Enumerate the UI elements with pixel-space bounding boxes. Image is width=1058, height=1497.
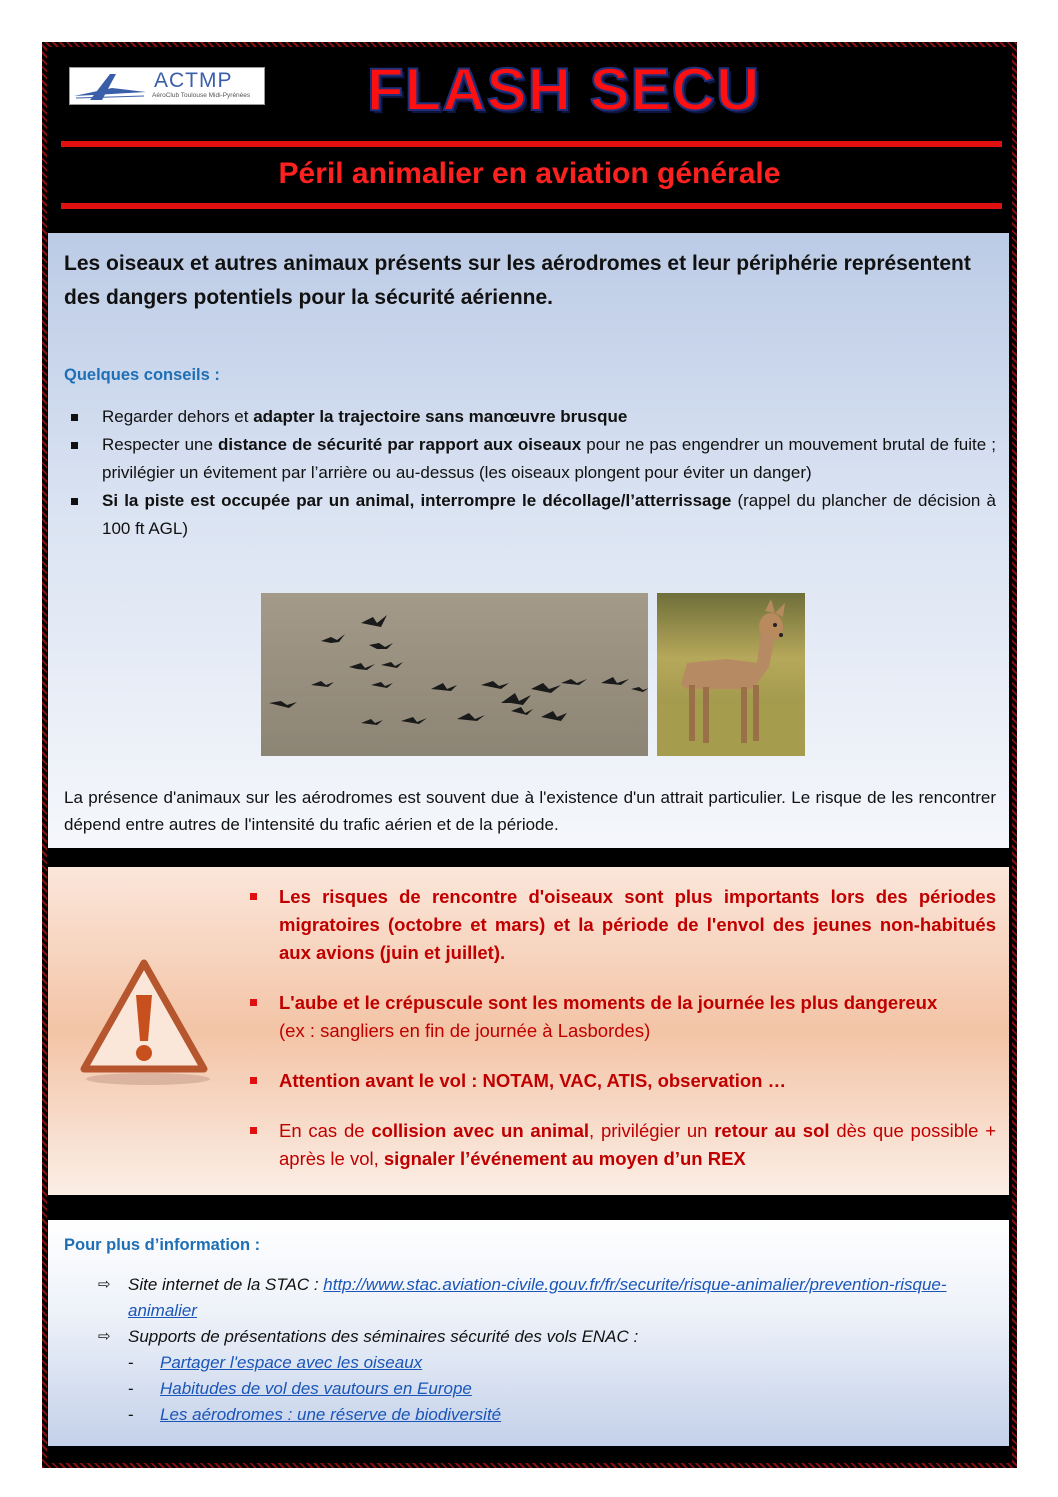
risk-bold: collision avec un animal [371,1120,590,1141]
risk-text: , privilégier un [589,1120,715,1141]
advice-item [64,487,996,543]
advice-text: Regarder dehors et [102,407,254,426]
red-divider-bottom [61,203,1002,209]
stac-link[interactable]: http://www.stac.aviation-civile.gouv.fr/fr/securite/risque-animalier/prevention-risque-animalier [128,1275,947,1320]
dash-icon: - [128,1353,134,1372]
dash-icon: - [128,1405,134,1424]
advice-bold: distance de sécurité par rapport aux oiseaux [218,435,582,454]
advice-text: Respecter une [102,435,219,454]
risks-list [246,883,996,1195]
advice-item [64,431,996,487]
enac-link-item [128,1402,978,1428]
bullet-icon [71,414,78,421]
warning-triangle-icon [78,957,210,1087]
intro-panel [48,233,1009,848]
page-frame [42,42,1017,1468]
more-info-heading: Pour plus d’information : [64,1236,261,1254]
risk-text: En cas de [279,1120,372,1141]
risk-item [246,989,996,1045]
risk-text: dès que possible + après le vol, [279,1120,996,1169]
info-label: Supports de présentations des séminaires sécurité des vols ENAC : [128,1327,639,1346]
info-label: Site internet de la STAC : [128,1275,324,1294]
enac-link[interactable]: Habitudes de vol des vautours en Europe [160,1379,472,1398]
actmp-logo [69,67,265,105]
risk-item [246,1067,996,1095]
enac-links-list [128,1350,978,1428]
risk-bold: retour au sol [714,1120,830,1141]
risk-item [246,883,996,967]
arrow-right-icon: ⇨ [98,1328,111,1345]
advice-text: (rappel du plancher de décision à 100 ft AGL) [102,491,996,538]
advice-bold: adapter la trajectoire sans manœuvre brusque [253,407,628,426]
page-subtitle: Péril animalier en aviation générale [278,157,781,190]
info-item [98,1272,978,1324]
risk-bold: L'aube et le crépuscule sont les moments de la journée les plus dangereux [279,992,938,1013]
bullet-icon [250,1077,257,1084]
risks-panel [48,867,1009,1195]
deer-icon [657,593,805,756]
risk-bold: signaler l’événement au moyen d’un REX [383,1148,746,1169]
intro-text: Les oiseaux et autres animaux présents sur les aérodromes et leur périphérie représentent des dangers potentiels pour la sécurité aérienne. [64,252,971,309]
enac-link-item [128,1350,978,1376]
bird-flock-icon [261,593,648,756]
advice-list [64,403,996,543]
red-divider-top [61,141,1002,147]
enac-link[interactable]: Partager l'espace avec les oiseaux [160,1353,423,1372]
more-info-list [98,1272,978,1428]
logo-plane-icon [72,70,148,102]
risk-text: Attention avant le vol : NOTAM, VAC, ATIS, observation … [279,1070,787,1091]
deer-photo [657,593,805,756]
risk-item [246,1117,996,1173]
birds-photo [261,593,648,756]
risk-text: (ex : sangliers en fin de journée à Lasbordes) [279,1020,651,1041]
advice-bold: Si la piste est occupée par un animal, interrompre le décollage/l’atterrissage [102,491,732,510]
bullet-icon [250,1127,257,1134]
bullet-icon [250,999,257,1006]
enac-link-item [128,1376,978,1402]
bullet-icon [250,893,257,900]
advice-text: pour ne pas engendrer un mouvement brutal de fuite ; privilégier un évitement par l’arrière ou au-dessus (les oiseaux plongent pour éviter un danger) [102,435,996,482]
advice-heading: Quelques conseils : [64,366,220,384]
flash-secu-title: FLASH SECU [367,56,761,123]
page-inner [47,47,1012,1463]
logo-text: ACTMP [154,69,233,92]
more-info-panel [48,1220,1009,1446]
logo-subtext: AéroClub Toulouse Midi-Pyrénées [152,92,251,99]
enac-link[interactable]: Les aérodromes : une réserve de biodiversité [160,1405,502,1424]
dash-icon: - [128,1379,134,1398]
arrow-right-icon: ⇨ [98,1276,111,1293]
bullet-icon [71,442,78,449]
risk-text: Les risques de rencontre d'oiseaux sont plus importants lors des périodes migratoires (octobre et mars) et la période de l'envol des jeunes non-habitués aux avions (juin et juillet). [279,886,996,963]
advice-item [64,403,996,431]
bullet-icon [71,498,78,505]
info-item [98,1324,978,1428]
presence-paragraph: La présence d'animaux sur les aérodromes est souvent due à l'existence d'un attrait particulier. Le risque de les rencontrer dépend entre autres de l'intensité du trafic aérien et de la période. [64,788,996,834]
